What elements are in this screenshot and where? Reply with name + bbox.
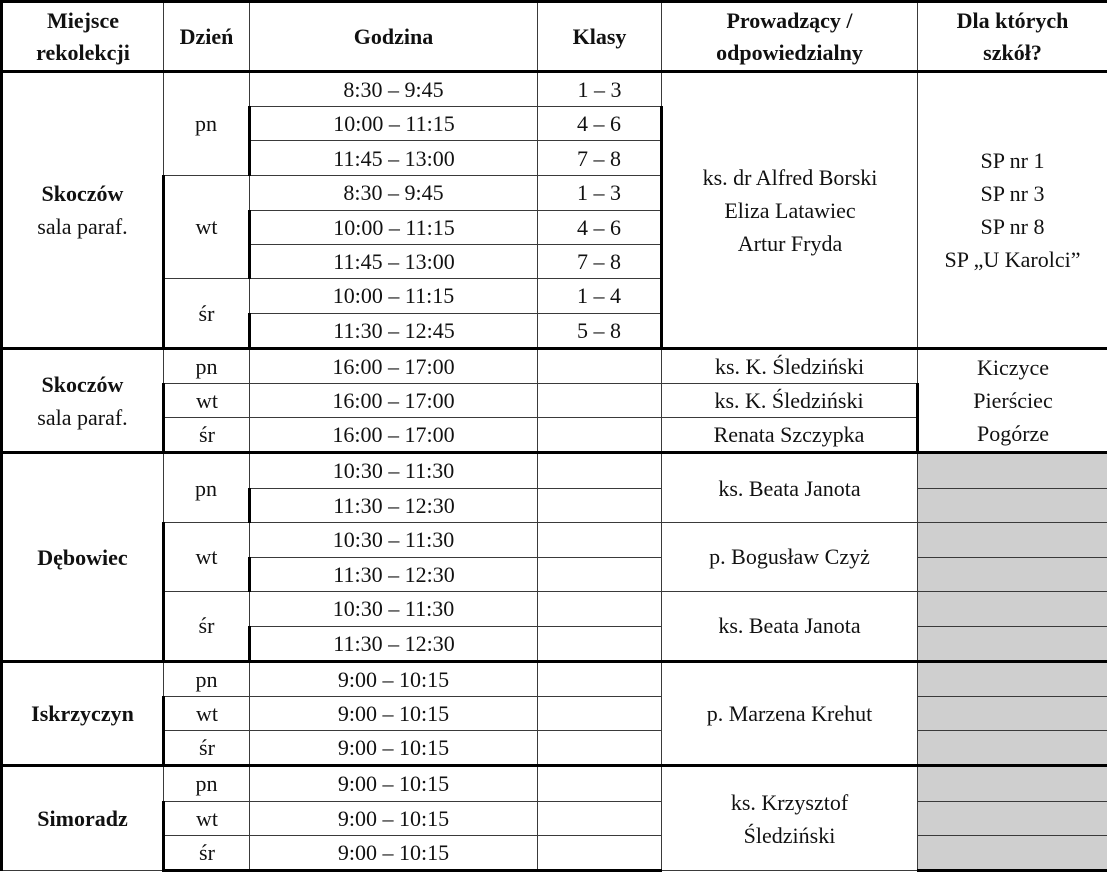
table-row: [2, 731, 1107, 766]
table-row: [2, 453, 1107, 488]
day-cell: śr: [164, 591, 250, 661]
classes-cell: 7 – 8: [538, 244, 662, 278]
header-row: [2, 2, 1107, 72]
day-cell: pn: [164, 72, 250, 175]
empty-schools-cell: [918, 731, 1107, 766]
day-cell: wt: [164, 697, 250, 731]
hour-cell: 16:00 – 17:00: [250, 349, 538, 384]
header-place: Miejsce rekolekcji: [2, 2, 164, 72]
hour-cell: 11:45 – 13:00: [250, 141, 538, 175]
hour-cell: 9:00 – 10:15: [250, 801, 538, 835]
table-row: [2, 835, 1107, 870]
hour-cell: 11:30 – 12:30: [250, 626, 538, 661]
header-leader: Prowadzący / odpowiedzialny: [662, 2, 918, 72]
classes-cell: [538, 557, 662, 591]
place-sub: sala paraf.: [37, 404, 128, 430]
leader-cell: p. Bogusław Czyż: [662, 522, 918, 591]
empty-schools-cell: [918, 801, 1107, 835]
classes-cell: [538, 591, 662, 626]
hour-cell: 11:45 – 13:00: [250, 244, 538, 278]
day-cell: wt: [164, 801, 250, 835]
hour-cell: 8:30 – 9:45: [250, 72, 538, 107]
empty-schools-cell: [918, 557, 1107, 591]
header-hour: Godzina: [250, 2, 538, 72]
empty-schools-cell: [918, 522, 1107, 557]
day-cell: pn: [164, 349, 250, 384]
day-cell: śr: [164, 418, 250, 453]
header-schools: Dla których szkół?: [918, 2, 1107, 72]
empty-schools-cell: [918, 488, 1107, 522]
day-cell: pn: [164, 453, 250, 522]
leader-cell: ks. dr Alfred Borski Eliza Latawiec Artur Fryda: [662, 72, 918, 349]
classes-cell: 7 – 8: [538, 141, 662, 175]
place-name: Dębowiec: [37, 544, 128, 570]
hour-cell: 16:00 – 17:00: [250, 418, 538, 453]
classes-cell: 1 – 4: [538, 278, 662, 313]
classes-cell: [538, 662, 662, 697]
classes-cell: [538, 488, 662, 522]
hour-cell: 9:00 – 10:15: [250, 697, 538, 731]
hour-cell: 9:00 – 10:15: [250, 731, 538, 766]
table-row: [2, 801, 1107, 835]
leader-cell: ks. K. Śledziński: [662, 384, 918, 418]
classes-cell: [538, 453, 662, 488]
place-name: Simoradz: [37, 806, 128, 832]
classes-cell: 1 – 3: [538, 72, 662, 107]
hour-cell: 11:30 – 12:30: [250, 557, 538, 591]
classes-cell: [538, 384, 662, 418]
hour-cell: 10:00 – 11:15: [250, 210, 538, 244]
hour-cell: 8:30 – 9:45: [250, 175, 538, 210]
hour-cell: 10:00 – 11:15: [250, 107, 538, 141]
day-cell: wt: [164, 384, 250, 418]
schools-cell: Kiczyce Pierściec Pogórze: [918, 349, 1107, 453]
table-row: [2, 766, 1107, 801]
table-row: [2, 522, 1107, 557]
hour-cell: 10:30 – 11:30: [250, 453, 538, 488]
hour-cell: 9:00 – 10:15: [250, 662, 538, 697]
place-cell: [2, 766, 164, 871]
empty-schools-cell: [918, 662, 1107, 697]
place-name: Skoczów: [41, 181, 124, 207]
empty-schools-cell: [918, 697, 1107, 731]
place-name: Skoczów: [41, 371, 124, 397]
classes-cell: [538, 418, 662, 453]
leader-cell: Renata Szczypka: [662, 418, 918, 453]
hour-cell: 9:00 – 10:15: [250, 766, 538, 801]
empty-schools-cell: [918, 835, 1107, 870]
day-cell: wt: [164, 522, 250, 591]
leader-cell: ks. Beata Janota: [662, 453, 918, 522]
leader-cell: ks. Krzysztof Śledziński: [662, 766, 918, 871]
place-cell: [2, 349, 164, 453]
day-cell: śr: [164, 731, 250, 766]
classes-cell: [538, 766, 662, 801]
classes-cell: 1 – 3: [538, 175, 662, 210]
header-day: Dzień: [164, 2, 250, 72]
empty-schools-cell: [918, 766, 1107, 801]
day-cell: śr: [164, 278, 250, 348]
hour-cell: 10:30 – 11:30: [250, 522, 538, 557]
classes-cell: [538, 349, 662, 384]
hour-cell: 16:00 – 17:00: [250, 384, 538, 418]
table-row: [2, 662, 1107, 697]
leader-cell: p. Marzena Krehut: [662, 662, 918, 766]
day-cell: pn: [164, 662, 250, 697]
classes-cell: [538, 522, 662, 557]
classes-cell: 5 – 8: [538, 314, 662, 349]
hour-cell: 9:00 – 10:15: [250, 835, 538, 870]
empty-schools-cell: [918, 626, 1107, 661]
table-row: [2, 72, 1107, 107]
table-row: [2, 349, 1107, 384]
place-name: Iskrzyczyn: [31, 701, 134, 727]
classes-cell: [538, 697, 662, 731]
classes-cell: [538, 731, 662, 766]
hour-cell: 10:30 – 11:30: [250, 591, 538, 626]
leader-cell: ks. Beata Janota: [662, 591, 918, 661]
classes-cell: [538, 835, 662, 870]
schools-cell: SP nr 1 SP nr 3 SP nr 8 SP „U Karolci”: [918, 72, 1107, 349]
empty-schools-cell: [918, 453, 1107, 488]
classes-cell: [538, 801, 662, 835]
place-cell: [2, 453, 164, 662]
empty-schools-cell: [918, 591, 1107, 626]
hour-cell: 10:00 – 11:15: [250, 278, 538, 313]
classes-cell: 4 – 6: [538, 107, 662, 141]
leader-cell: ks. K. Śledziński: [662, 349, 918, 384]
day-cell: śr: [164, 835, 250, 870]
place-cell: [2, 662, 164, 766]
classes-cell: 4 – 6: [538, 210, 662, 244]
hour-cell: 11:30 – 12:30: [250, 488, 538, 522]
place-cell: [2, 72, 164, 349]
table-row: [2, 591, 1107, 626]
classes-cell: [538, 626, 662, 661]
day-cell: wt: [164, 175, 250, 278]
place-sub: sala paraf.: [37, 214, 128, 240]
table-row: [2, 697, 1107, 731]
day-cell: pn: [164, 766, 250, 801]
hour-cell: 11:30 – 12:45: [250, 314, 538, 349]
header-classes: Klasy: [538, 2, 662, 72]
